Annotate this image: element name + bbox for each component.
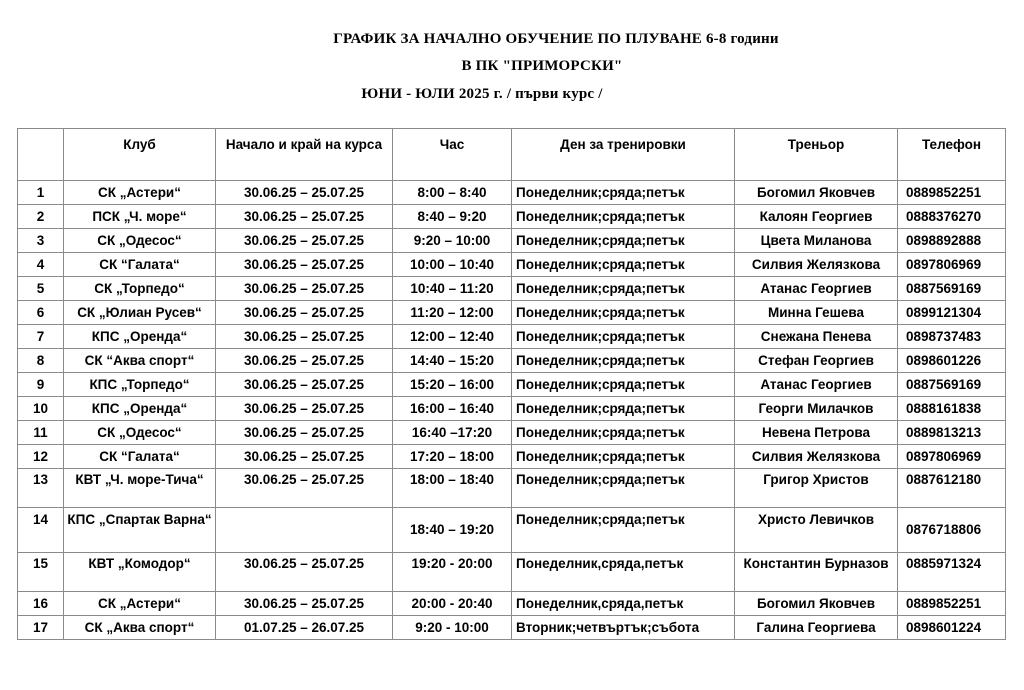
phone-cell: 0899121304 [898,301,1006,325]
dates-cell: 30.06.25 – 25.07.25 [216,469,393,508]
table-row [18,445,1006,469]
table-row [18,229,1006,253]
row-number: 11 [18,421,64,445]
dates-cell: 30.06.25 – 25.07.25 [216,349,393,373]
club-cell: ПСК „Ч. море“ [64,205,216,229]
table-row [18,421,1006,445]
schedule-table [17,128,1006,640]
days-cell: Понеделник,сряда,петък [512,592,735,616]
row-number: 6 [18,301,64,325]
phone-cell: 0897806969 [898,253,1006,277]
phone-cell: 0888161838 [898,397,1006,421]
table-row [18,469,1006,508]
table-row [18,349,1006,373]
phone-cell: 0887569169 [898,373,1006,397]
club-cell: КВТ „Ч. море-Тича“ [64,469,216,508]
days-cell: Понеделник;сряда;петък [512,253,735,277]
coach-cell: Георги Милачков [735,397,898,421]
phone-cell: 0876718806 [898,508,1006,553]
dates-cell: 30.06.25 – 25.07.25 [216,325,393,349]
table-row [18,592,1006,616]
coach-cell: Атанас Георгиев [735,277,898,301]
phone-cell: 0898737483 [898,325,1006,349]
coach-cell: Невена Петрова [735,421,898,445]
table-row [18,325,1006,349]
table-row [18,616,1006,640]
dates-cell: 30.06.25 – 25.07.25 [216,553,393,592]
dates-cell: 30.06.25 – 25.07.25 [216,592,393,616]
coach-cell: Силвия Желязкова [735,445,898,469]
time-cell: 11:20 – 12:00 [393,301,512,325]
coach-cell: Григор Христов [735,469,898,508]
days-cell: Понеделник,сряда,петък [512,553,735,592]
table-row [18,301,1006,325]
time-cell: 8:00 – 8:40 [393,181,512,205]
days-cell: Понеделник;сряда;петък [512,373,735,397]
days-cell: Вторник;четвъртък;събота [512,616,735,640]
dates-cell: 30.06.25 – 25.07.25 [216,301,393,325]
time-cell: 17:20 – 18:00 [393,445,512,469]
coach-cell: Атанас Георгиев [735,373,898,397]
table-row [18,205,1006,229]
coach-cell: Силвия Желязкова [735,253,898,277]
dates-cell: 30.06.25 – 25.07.25 [216,277,393,301]
dates-cell: 30.06.25 – 25.07.25 [216,181,393,205]
row-number: 4 [18,253,64,277]
time-cell: 14:40 – 15:20 [393,349,512,373]
row-number: 9 [18,373,64,397]
schedule-venue: В ПК "ПРИМОРСКИ" [461,58,623,74]
table-row [18,277,1006,301]
time-cell: 10:40 – 11:20 [393,277,512,301]
club-cell: СК „Астери“ [64,592,216,616]
table-row [18,553,1006,592]
dates-cell: 30.06.25 – 25.07.25 [216,445,393,469]
phone-cell: 0898601226 [898,349,1006,373]
days-cell: Понеделник;сряда;петък [512,469,735,508]
row-number: 16 [18,592,64,616]
table-row [18,181,1006,205]
time-cell: 18:00 – 18:40 [393,469,512,508]
row-number: 3 [18,229,64,253]
header-club: Клуб [64,129,216,181]
club-cell: СК „Одесос“ [64,421,216,445]
dates-cell: 30.06.25 – 25.07.25 [216,421,393,445]
dates-cell: 30.06.25 – 25.07.25 [216,397,393,421]
dates-cell: 30.06.25 – 25.07.25 [216,253,393,277]
table-row [18,373,1006,397]
time-cell: 16:40 –17:20 [393,421,512,445]
table-row [18,253,1006,277]
row-number: 12 [18,445,64,469]
header-coach: Треньор [735,129,898,181]
days-cell: Понеделник;сряда;петък [512,349,735,373]
club-cell: СК „Юлиан Русев“ [64,301,216,325]
coach-cell: Калоян Георгиев [735,205,898,229]
coach-cell: Константин Бурназов [735,553,898,592]
club-cell: СК „Одесос“ [64,229,216,253]
club-cell: КПС „Оренда“ [64,397,216,421]
time-cell: 16:00 – 16:40 [393,397,512,421]
row-number: 5 [18,277,64,301]
club-cell: СК „Торпедо“ [64,277,216,301]
days-cell: Понеделник;сряда;петък [512,205,735,229]
club-cell: СК „Аква спорт“ [64,616,216,640]
time-cell: 9:20 - 10:00 [393,616,512,640]
schedule-title: ГРАФИК ЗА НАЧАЛНО ОБУЧЕНИЕ ПО ПЛУВАНЕ 6-8 години [333,31,779,47]
phone-cell: 0889813213 [898,421,1006,445]
days-cell: Понеделник;сряда;петък [512,397,735,421]
phone-cell: 0889852251 [898,592,1006,616]
header-dates: Начало и край на курса [216,129,393,181]
days-cell: Понеделник;сряда;петък [512,181,735,205]
row-number: 17 [18,616,64,640]
time-cell: 10:00 – 10:40 [393,253,512,277]
row-number: 2 [18,205,64,229]
row-number: 7 [18,325,64,349]
header-days: Ден за тренировки [512,129,735,181]
phone-cell: 0898601224 [898,616,1006,640]
coach-cell: Снежана Пенева [735,325,898,349]
club-cell: СК „Астери“ [64,181,216,205]
club-cell: СК “Галата“ [64,445,216,469]
time-cell: 15:20 – 16:00 [393,373,512,397]
dates-cell: 30.06.25 – 25.07.25 [216,205,393,229]
days-cell: Понеделник;сряда;петък [512,277,735,301]
club-cell: КВТ „Комодор“ [64,553,216,592]
time-cell: 19:20 - 20:00 [393,553,512,592]
days-cell: Понеделник;сряда;петък [512,229,735,253]
schedule-period: ЮНИ - ЮЛИ 2025 г. / първи курс / [361,86,603,102]
coach-cell: Галина Георгиева [735,616,898,640]
row-number: 8 [18,349,64,373]
header-phone: Телефон [898,129,1006,181]
row-number: 1 [18,181,64,205]
coach-cell: Минна Гешева [735,301,898,325]
club-cell: КПС „Оренда“ [64,325,216,349]
header-row [18,129,1006,181]
table-row [18,397,1006,421]
phone-cell: 0885971324 [898,553,1006,592]
phone-cell: 0897806969 [898,445,1006,469]
time-cell: 20:00 - 20:40 [393,592,512,616]
header-num [18,129,64,181]
coach-cell: Богомил Яковчев [735,181,898,205]
club-cell: СК “Аква спорт“ [64,349,216,373]
phone-cell: 0887612180 [898,469,1006,508]
coach-cell: Богомил Яковчев [735,592,898,616]
days-cell: Понеделник;сряда;петък [512,421,735,445]
dates-cell: 30.06.25 – 25.07.25 [216,373,393,397]
time-cell: 8:40 – 9:20 [393,205,512,229]
row-number: 14 [18,508,64,553]
phone-cell: 0887569169 [898,277,1006,301]
table-row [18,508,1006,553]
club-cell: СК “Галата“ [64,253,216,277]
club-cell: КПС „Спартак Варна“ [64,508,216,553]
phone-cell: 0888376270 [898,205,1006,229]
time-cell: 9:20 – 10:00 [393,229,512,253]
days-cell: Понеделник;сряда;петък [512,508,735,553]
coach-cell: Цвета Миланова [735,229,898,253]
dates-cell [216,508,393,553]
row-number: 10 [18,397,64,421]
coach-cell: Стефан Георгиев [735,349,898,373]
row-number: 13 [18,469,64,508]
days-cell: Понеделник;сряда;петък [512,301,735,325]
phone-cell: 0898892888 [898,229,1006,253]
time-cell: 12:00 – 12:40 [393,325,512,349]
row-number: 15 [18,553,64,592]
phone-cell: 0889852251 [898,181,1006,205]
dates-cell: 30.06.25 – 25.07.25 [216,229,393,253]
header-time: Час [393,129,512,181]
coach-cell: Христо Левичков [735,508,898,553]
days-cell: Понеделник;сряда;петък [512,325,735,349]
time-cell: 18:40 – 19:20 [393,508,512,553]
days-cell: Понеделник;сряда;петък [512,445,735,469]
dates-cell: 01.07.25 – 26.07.25 [216,616,393,640]
club-cell: КПС „Торпедо“ [64,373,216,397]
